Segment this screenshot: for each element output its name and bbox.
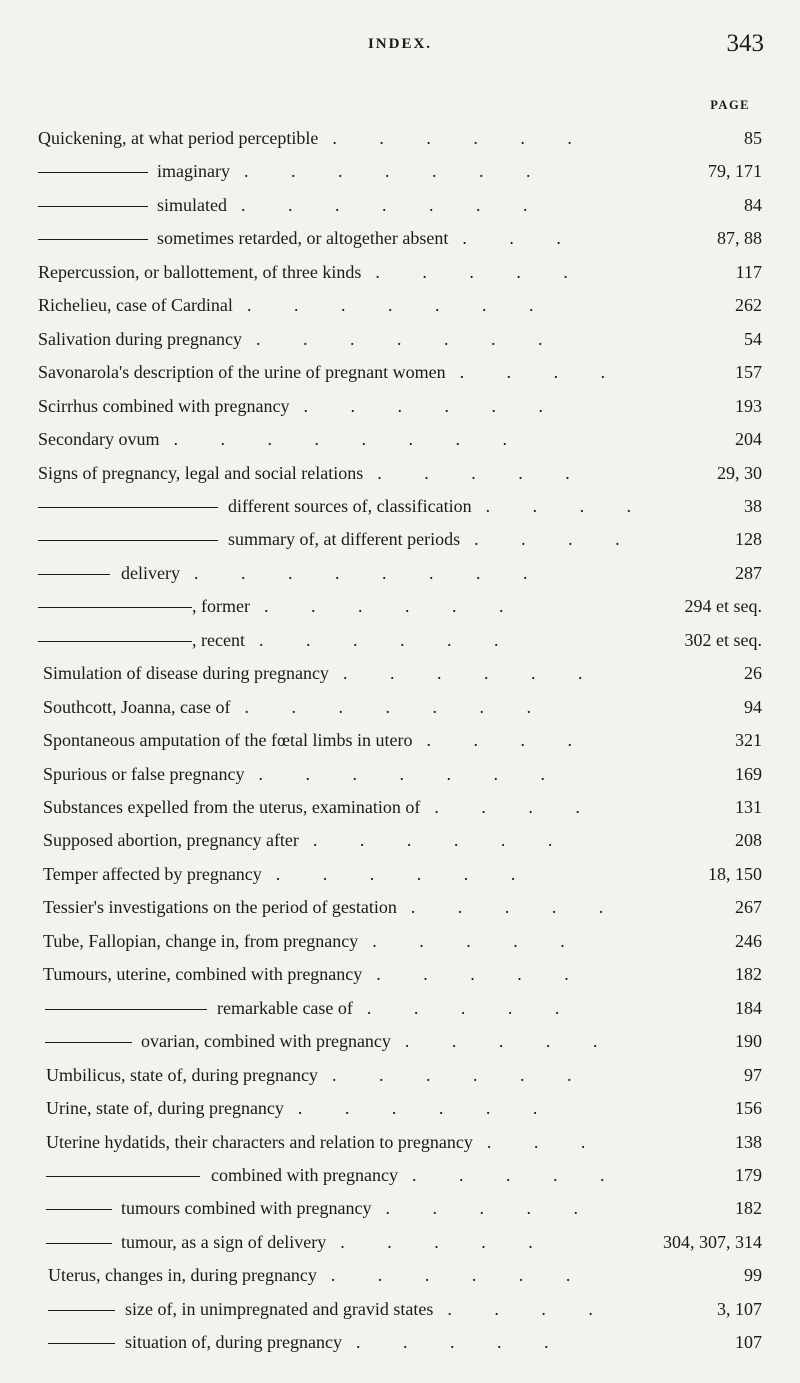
index-page-ref: 204 [735, 429, 762, 450]
index-page-ref: 182 [735, 1198, 762, 1219]
index-page-ref: 246 [735, 930, 762, 951]
index-entry [0, 791, 800, 824]
index-entry [0, 557, 800, 590]
index-entry [0, 423, 800, 456]
index-entry [0, 657, 800, 690]
index-term: Southcott, Joanna, case of [43, 696, 231, 717]
ditto-rule [46, 1176, 200, 1177]
index-term: Spurious or false pregnancy [43, 763, 245, 784]
index-page-ref: 193 [735, 395, 762, 416]
index-page-ref: 107 [735, 1332, 762, 1353]
index-page-ref: 54 [744, 328, 762, 349]
leader-dots: . . . . . . [330, 1265, 571, 1286]
index-term: Spontaneous amputation of the fœtal limbs in utero [43, 730, 413, 751]
leader-dots: . . . . . . . [244, 696, 531, 717]
index-term: different sources of, classification [228, 495, 472, 516]
leader-dots: . . . . . . . . [193, 562, 528, 583]
leader-dots: . . . . . . [263, 596, 504, 617]
index-page-ref: 157 [735, 362, 762, 383]
leader-dots: . . . . . . [297, 1098, 538, 1119]
ditto-rule [38, 540, 218, 541]
index-term: tumours combined with pregnancy [121, 1198, 372, 1219]
index-term: Secondary ovum [38, 429, 160, 450]
index-term: Scirrhus combined with pregnancy [38, 395, 290, 416]
index-page-ref: 3, 107 [717, 1298, 762, 1319]
index-entry [0, 858, 800, 891]
leader-dots: . . . . . [411, 1164, 605, 1185]
index-entry [0, 1159, 800, 1192]
index-term: combined with pregnancy [211, 1164, 398, 1185]
index-entry [0, 1092, 800, 1125]
leader-dots: . . . . . . . [241, 194, 528, 215]
index-page-ref: 304, 307, 314 [663, 1231, 762, 1252]
leader-dots: . . . . . [375, 261, 568, 282]
index-entry [0, 590, 800, 623]
leader-dots: . . . . . . [312, 830, 553, 851]
leader-dots: . . . . . [372, 930, 565, 951]
index-term: delivery [121, 562, 180, 583]
index-page-ref: 85 [744, 128, 762, 148]
index-page-ref: 97 [744, 1064, 762, 1085]
index-entry [0, 1293, 800, 1326]
index-page-ref: 267 [735, 897, 762, 918]
index-page-ref: 18, 150 [708, 863, 762, 884]
index-entry [0, 490, 800, 523]
leader-dots: . . . . . . [275, 863, 516, 884]
index-entry [0, 691, 800, 724]
index-term: Simulation of disease during pregnancy [43, 663, 329, 684]
index-page-ref: 294 et seq. [684, 596, 762, 617]
index-entry [0, 390, 800, 423]
ditto-rule [38, 507, 218, 508]
ditto-rule [48, 1310, 115, 1311]
index-page-ref: 117 [735, 261, 762, 282]
leader-dots: . . . . [485, 495, 632, 516]
leader-dots: . . . . . [340, 1231, 533, 1252]
ditto-rule [45, 1009, 207, 1010]
index-entry [0, 356, 800, 389]
index-entry [0, 323, 800, 356]
index-entry [0, 824, 800, 857]
index-entry [0, 122, 800, 155]
index-entry [0, 1326, 800, 1359]
leader-dots: . . . . . . [332, 128, 572, 148]
ditto-rule [38, 641, 192, 642]
index-entry [0, 1059, 800, 1092]
index-term: Repercussion, or ballottement, of three kinds [38, 261, 362, 282]
ditto-rule [46, 1243, 112, 1244]
index-term: remarkable case of [217, 997, 353, 1018]
index-entry [0, 523, 800, 556]
leader-dots: . . . . . . . [258, 763, 545, 784]
leader-dots: . . . [486, 1131, 586, 1152]
index-page-ref: 87, 88 [717, 228, 762, 249]
index-term: Signs of pregnancy, legal and social relations [38, 462, 364, 483]
page-number: 343 [726, 30, 764, 57]
index-page-ref: 156 [735, 1098, 762, 1119]
index-term: situation of, during pregnancy [125, 1332, 342, 1353]
ditto-rule [38, 607, 192, 608]
leader-dots: . . . . [474, 529, 620, 550]
index-page-ref: 99 [744, 1265, 762, 1286]
index-entry [0, 1192, 800, 1225]
index-term: , former [192, 596, 250, 617]
index-entry [0, 1259, 800, 1292]
leader-dots: . . . . [434, 797, 580, 817]
leader-dots: . . . . . . . [246, 295, 534, 316]
index-entry [0, 758, 800, 791]
leader-dots: . . . . . [355, 1332, 549, 1353]
ditto-rule [38, 239, 148, 240]
index-entry [0, 256, 800, 289]
index-entry [0, 189, 800, 222]
index-term: Salivation during pregnancy [38, 328, 242, 349]
ditto-rule [38, 172, 148, 173]
index-term: simulated [157, 194, 227, 215]
index-term: Substances expelled from the uterus, examination of [43, 797, 421, 817]
leader-dots: . . . . . . . [255, 328, 543, 349]
index-entry [0, 958, 800, 991]
index-page-ref: 208 [735, 830, 762, 851]
index-entry [0, 289, 800, 322]
leader-dots: . . . . . [377, 462, 570, 483]
index-entry [0, 1126, 800, 1159]
ditto-rule [38, 574, 110, 575]
index-entry [0, 1025, 800, 1058]
index-page-ref: 262 [735, 295, 762, 316]
ditto-rule [48, 1343, 115, 1344]
index-term: Urine, state of, during pregnancy [46, 1098, 284, 1119]
index-entry [0, 624, 800, 657]
index-term: sometimes retarded, or altogether absent [157, 228, 449, 249]
index-page-ref: 287 [735, 562, 762, 583]
index-term: ovarian, combined with pregnancy [141, 1031, 391, 1052]
index-page-ref: 29, 30 [717, 462, 762, 483]
leader-dots: . . . . . [410, 897, 604, 918]
index-page-ref: 321 [735, 730, 762, 751]
index-term: tumour, as a sign of delivery [121, 1231, 327, 1252]
ditto-rule [45, 1042, 132, 1043]
leader-dots: . . . . . [404, 1031, 598, 1052]
index-entry [0, 155, 800, 188]
index-entry [0, 222, 800, 255]
leader-dots: . . . . . [366, 997, 560, 1018]
index-page-ref: 131 [735, 797, 762, 817]
index-page-ref: 38 [744, 495, 762, 516]
index-term: , recent [192, 629, 245, 650]
index-term: Umbilicus, state of, during pregnancy [46, 1064, 318, 1085]
index-page-ref: 179 [735, 1164, 762, 1185]
leader-dots: . . . . . . [258, 629, 499, 650]
index-page-ref: 169 [735, 763, 762, 784]
index-term: imaginary [157, 161, 230, 182]
ditto-rule [46, 1209, 112, 1210]
running-title: INDEX. [367, 36, 433, 52]
leader-dots: . . . . [426, 730, 572, 751]
index-page-ref: 138 [735, 1131, 762, 1152]
leader-dots: . . . . . [385, 1198, 578, 1219]
index-page-ref: 302 et seq. [684, 629, 762, 650]
index-term: size of, in unimpregnated and gravid states [125, 1298, 434, 1319]
index-term: Uterine hydatids, their characters and relation to pregnancy [46, 1131, 473, 1152]
index-term: Tube, Fallopian, change in, from pregnancy [43, 930, 359, 951]
index-page-ref: 79, 171 [708, 161, 762, 182]
index-entry [0, 891, 800, 924]
index-entry [0, 457, 800, 490]
index-page-ref: 26 [744, 663, 762, 684]
index-entry [0, 925, 800, 958]
leader-dots: . . . . . [376, 964, 569, 985]
index-entry [0, 724, 800, 757]
leader-dots: . . . . . . . [243, 161, 531, 182]
index-page-ref: 84 [744, 194, 762, 215]
leader-dots: . . . [462, 228, 561, 249]
index-term: Savonarola's description of the urine of pregnant women [38, 362, 446, 383]
index-term: Supposed abortion, pregnancy after [43, 830, 299, 851]
index-term: Quickening, at what period perceptible [38, 128, 319, 148]
index-term: Uterus, changes in, during pregnancy [48, 1265, 317, 1286]
index-term: Richelieu, case of Cardinal [38, 295, 233, 316]
index-page-ref: 94 [744, 696, 762, 717]
leader-dots: . . . . . . . . [173, 429, 507, 450]
index-term: summary of, at different periods [228, 529, 461, 550]
index-page-ref: 182 [735, 964, 762, 985]
ditto-rule [38, 206, 148, 207]
index-entry [0, 992, 800, 1025]
index-term: Tessier's investigations on the period of gestation [43, 897, 397, 918]
index-term: Tumours, uterine, combined with pregnancy [43, 964, 363, 985]
leader-dots: . . . . . . [331, 1064, 572, 1085]
page-column-heading: PAGE [710, 98, 750, 112]
index-page-ref: 184 [735, 997, 762, 1018]
index-entry [0, 1226, 800, 1259]
leader-dots: . . . . . . [342, 663, 583, 684]
leader-dots: . . . . [459, 362, 606, 383]
index-page-ref: 190 [735, 1031, 762, 1052]
index-term: Temper affected by pregnancy [43, 863, 262, 884]
leader-dots: . . . . . . [303, 395, 543, 416]
leader-dots: . . . . [447, 1298, 593, 1319]
index-page-ref: 128 [735, 529, 762, 550]
